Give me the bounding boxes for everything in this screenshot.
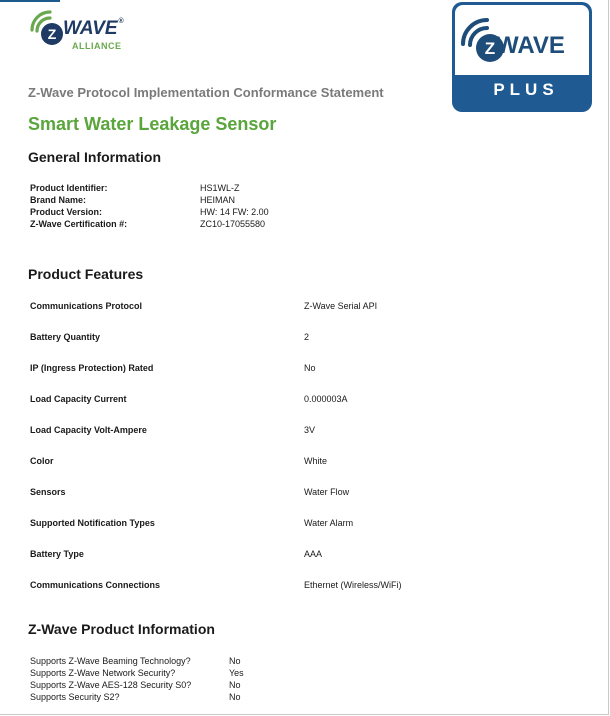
- feature-row-load-capacity-current: [30, 393, 590, 424]
- feature-row-color: [30, 455, 590, 486]
- feature-row-communications-connections: [30, 579, 590, 610]
- feature-row-communications-protocol: [30, 300, 590, 331]
- general-value: HEIMAN: [200, 195, 236, 205]
- feature-label: Battery Quantity: [30, 332, 101, 342]
- badge-z-letter: Z: [484, 39, 496, 58]
- feature-label: Supported Notification Types: [30, 518, 155, 528]
- zwave-row-security-s0: [30, 679, 330, 691]
- feature-value: No: [304, 363, 316, 373]
- zwave-signal-icon: [28, 8, 68, 48]
- general-row-brand-name: [30, 194, 330, 206]
- feature-value: Ethernet (Wireless/WiFi): [304, 580, 402, 590]
- feature-value: 3V: [304, 425, 316, 435]
- feature-label: Communications Connections: [30, 580, 161, 590]
- product-title: Smart Water Leakage Sensor: [28, 114, 277, 134]
- feature-row-sensors: [30, 486, 590, 517]
- zwave-label: Supports Security S2?: [30, 692, 120, 702]
- feature-label: Load Capacity Current: [30, 394, 127, 404]
- zwave-value: Yes: [229, 668, 244, 678]
- feature-value: 2: [304, 332, 310, 342]
- zwave-value: No: [229, 680, 241, 690]
- general-value: HS1WL-Z: [200, 183, 240, 193]
- product-features-title: Product Features: [28, 266, 144, 282]
- zwave-product-information-title: Z-Wave Product Information: [28, 621, 215, 637]
- general-label: Product Version:: [30, 207, 103, 217]
- general-information-list: [30, 182, 330, 230]
- feature-value: 0.000003A: [304, 394, 348, 404]
- zwave-row-security-s2: [30, 691, 330, 703]
- badge-plus-label: PLUS: [493, 80, 559, 99]
- feature-label: Color: [30, 456, 54, 466]
- zwave-alliance-logo: [28, 8, 148, 58]
- product-features-list: [30, 300, 590, 610]
- document-heading: Z-Wave Protocol Implementation Conformance Statement: [28, 85, 384, 100]
- zwave-label: Supports Z-Wave Network Security?: [30, 668, 176, 678]
- alliance-z-letter: Z: [47, 26, 57, 42]
- alliance-subtitle: ALLIANCE: [72, 41, 122, 51]
- zwave-label: Supports Z-Wave Beaming Technology?: [30, 656, 191, 666]
- general-value: ZC10-17055580: [200, 219, 266, 229]
- feature-label: Communications Protocol: [30, 301, 143, 311]
- corner-mark: [0, 0, 60, 2]
- feature-value: Water Flow: [304, 487, 350, 497]
- zwave-row-beaming: [30, 655, 330, 667]
- general-row-certification-number: [30, 218, 330, 230]
- zwave-value: No: [229, 692, 241, 702]
- alliance-word: WAVE: [63, 18, 118, 39]
- feature-label: Load Capacity Volt-Ampere: [30, 425, 147, 435]
- zwave-plus-badge: [452, 2, 592, 112]
- feature-row-notification-types: [30, 517, 590, 548]
- feature-value: Z-Wave Serial API: [304, 301, 378, 311]
- feature-row-battery-quantity: [30, 331, 590, 362]
- alliance-wordmark: [63, 18, 124, 40]
- feature-row-battery-type: [30, 548, 590, 579]
- general-label: Brand Name:: [30, 195, 87, 205]
- feature-row-ip-rated: [30, 362, 590, 393]
- feature-value: Water Alarm: [304, 518, 354, 528]
- alliance-registered-mark: ®: [118, 18, 124, 25]
- general-row-product-version: [30, 206, 330, 218]
- feature-label: Sensors: [30, 487, 66, 497]
- zwave-label: Supports Z-Wave AES-128 Security S0?: [30, 680, 192, 690]
- feature-value: White: [304, 456, 328, 466]
- general-information-title: General Information: [28, 149, 162, 165]
- general-label: Product Identifier:: [30, 183, 108, 193]
- feature-label: Battery Type: [30, 549, 84, 559]
- zwave-value: No: [229, 656, 241, 666]
- feature-label: IP (Ingress Protection) Rated: [30, 363, 154, 373]
- zwave-product-information-list: [30, 655, 330, 703]
- general-value: HW: 14 FW: 2.00: [200, 207, 269, 217]
- general-row-product-identifier: [30, 182, 330, 194]
- zwave-row-network-security: [30, 667, 330, 679]
- badge-wordmark: WAVE: [496, 32, 565, 59]
- feature-row-load-capacity-volt-ampere: [30, 424, 590, 455]
- general-label: Z-Wave Certification #:: [30, 219, 128, 229]
- feature-value: AAA: [304, 549, 323, 559]
